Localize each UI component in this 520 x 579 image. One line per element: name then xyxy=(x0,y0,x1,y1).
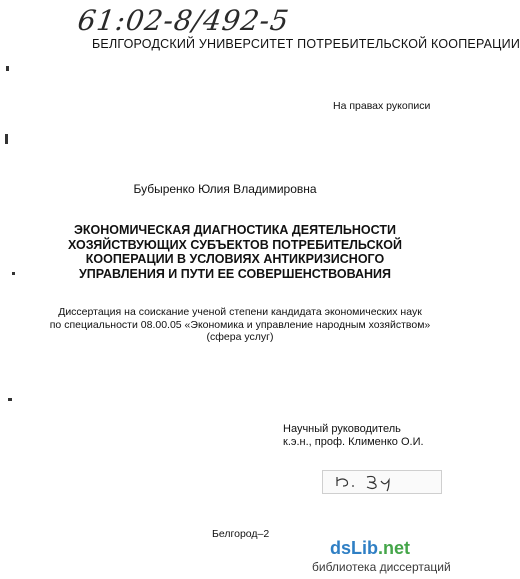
description-line: Диссертация на соискание ученой степени кандидата экономических наук xyxy=(58,306,422,318)
title-line: УПРАВЛЕНИЯ И ПУТИ ЕЕ СОВЕРШЕНСТВОВАНИЯ xyxy=(78,266,392,281)
handwritten-signature xyxy=(322,470,442,494)
archive-number-handwritten: 61:02-8/492-5 xyxy=(75,4,292,37)
author-name: Бубыренко Юлия Владимировна xyxy=(133,182,317,196)
city-year: Белгород–2 xyxy=(212,528,270,540)
supervisor-name: к.э.н., проф. Клименко О.И. xyxy=(283,436,424,448)
dslib-logo-main: dsLib xyxy=(330,538,378,558)
signature-drawing xyxy=(323,471,441,493)
title-line: КООПЕРАЦИИ В УСЛОВИЯХ АНТИКРИЗИСНОГО xyxy=(85,252,385,266)
scan-mark xyxy=(8,398,12,401)
dslib-logo xyxy=(330,538,410,559)
scan-mark xyxy=(5,134,8,144)
dslib-subtitle: библиотека диссертаций xyxy=(312,560,451,574)
supervisor-block xyxy=(283,423,424,449)
description-line: (сфера услуг) xyxy=(206,331,274,343)
scan-mark xyxy=(6,66,9,71)
title-line: ЭКОНОМИЧЕСКАЯ ДИАГНОСТИКА ДЕЯТЕЛЬНОСТИ xyxy=(74,223,396,237)
university-name: БЕЛГОРОДСКИЙ УНИВЕРСИТЕТ ПОТРЕБИТЕЛЬСКОЙ КООПЕРАЦИИ xyxy=(92,37,520,51)
dissertation-title xyxy=(60,223,410,281)
title-line: ХОЗЯЙСТВУЮЩИХ СУБЪЕКТОВ ПОТРЕБИТЕЛЬСКОЙ xyxy=(68,237,402,252)
description-line: по специальности 08.00.05 «Экономика и управление народным хозяйством» xyxy=(49,318,431,331)
scan-mark xyxy=(12,272,15,275)
dissertation-description xyxy=(40,306,440,344)
rights-note: На правах рукописи xyxy=(333,100,431,112)
dslib-logo-tld: .net xyxy=(378,538,411,558)
supervisor-label: Научный руководитель xyxy=(283,423,401,435)
